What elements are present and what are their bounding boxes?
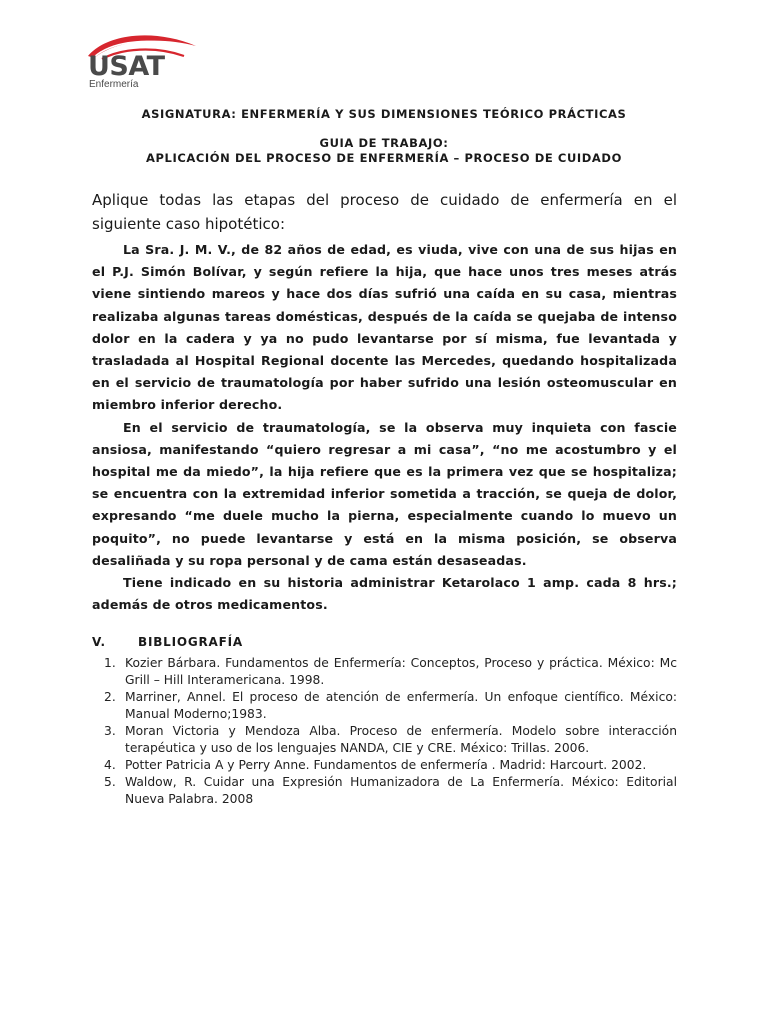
item-number: 4. [104,758,116,772]
bibliography-item [92,723,677,757]
usat-logo [84,26,200,94]
bibliography-list [92,655,677,808]
bibliography-item [92,774,677,808]
case-description [92,239,677,616]
item-number: 2. [104,690,116,704]
section-title: BIBLIOGRAFÍA [138,635,243,649]
case-paragraph-3: Tiene indicado en su historia administrar Ketarolaco 1 amp. cada 8 hrs.; además de otros medicamentos. [92,575,677,613]
application-heading: APLICACIÓN DEL PROCESO DE ENFERMERÍA – PROCESO DE CUIDADO [146,151,622,165]
section-number: V. [92,635,106,649]
bibliography-item [92,655,677,689]
item-text: Waldow, R. Cuidar una Expresión Humanizadora de La Enfermería. México: Editorial Nueva Palabra. 2008 [125,775,677,806]
guide-heading: GUIA DE TRABAJO: [319,136,449,150]
item-text: Marriner, Annel. El proceso de atención de enfermería. Un enfoque científico. México: Manual Moderno;1983. [125,690,677,721]
logo-wordmark: USAT [88,51,165,82]
case-paragraph-1: La Sra. J. M. V., de 82 años de edad, es viuda, vive con una de sus hijas en el P.J. Simón Bolívar, y según refiere la hija, que hace unos tres meses atrás viene sintiendo mareos y hace dos días sufrió una caída en su casa, mientras realizaba algunas tareas domésticas, después de la caída se quejaba de intenso dolor en la cadera y ya no pudo levantarse por sí misma, fue levantada y trasladada al Hospital Regional docente las Mercedes, quedando hospitalizada en el servicio de traumatología por haber sufrido una lesión osteomuscular en miembro inferior derecho. [92,242,677,413]
item-number: 3. [104,724,116,738]
item-number: 5. [104,775,116,789]
subject-heading: ASIGNATURA: ENFERMERÍA Y SUS DIMENSIONES TEÓRICO PRÁCTICAS [141,107,627,121]
case-paragraph-2: En el servicio de traumatología, se la observa muy inquieta con fascie ansiosa, manifestando “quiero regresar a mi casa”, “no me acostumbro y el hospital me da miedo”, la hija refiere que es la primera vez que se hospitaliza; se encuentra con la extremidad inferior sometida a tracción, se queja de dolor, expresando “me duele mucho la pierna, especialmente cuando lo muevo un poquito”, no puede levantarse y está en la misma posición, se observa desaliñada y su ropa personal y de cama están desaseadas. [92,419,677,568]
logo-subtitle: Enfermería [89,79,139,90]
item-text: Kozier Bárbara. Fundamentos de Enfermería: Conceptos, Proceso y práctica. México: Mc Grill – Hill Interamericana. 1998. [125,656,677,687]
item-number: 1. [104,656,116,670]
item-text: Potter Patricia A y Perry Anne. Fundamentos de enfermería . Madrid: Harcourt. 2002. [125,758,647,772]
bibliography-heading [92,635,243,649]
bibliography-item [92,757,677,774]
intro-text: Aplique todas las etapas del proceso de cuidado de enfermería en el siguiente caso hipotético: [92,191,677,233]
bibliography-item [92,689,677,723]
item-text: Moran Victoria y Mendoza Alba. Proceso de enfermería. Modelo sobre interacción terapéutica y uso de los lenguajes NANDA, CIE y CRE. México: Trillas. 2006. [125,724,677,755]
